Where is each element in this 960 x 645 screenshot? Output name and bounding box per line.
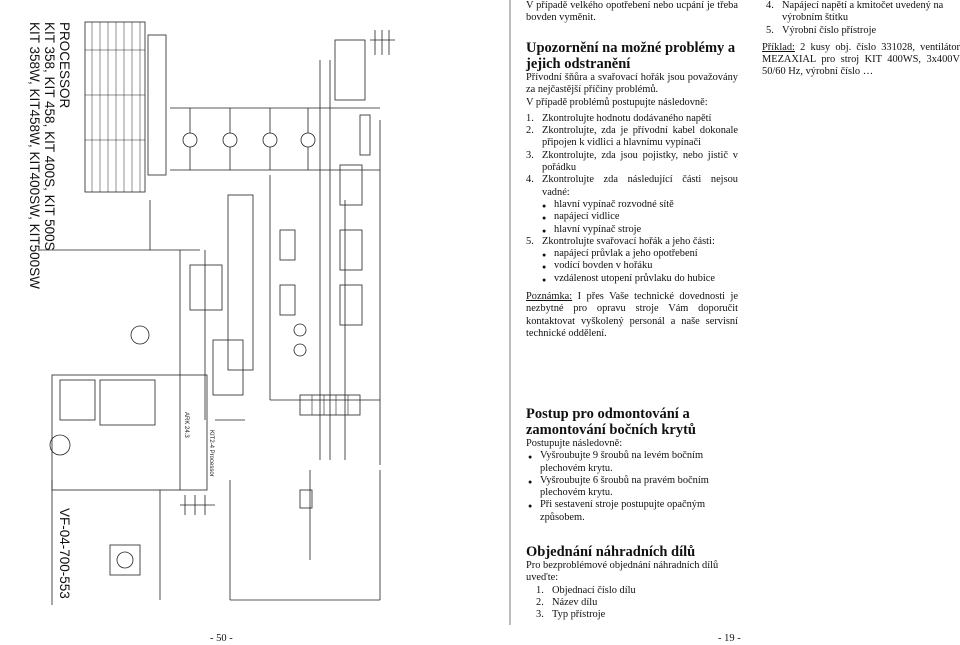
list-item: 3. Typ přístroje bbox=[536, 609, 606, 621]
list-item: 5. Zkontrolujte svařovací hořák a jeho části: bbox=[526, 235, 715, 247]
list-item: ● vzdálenost utopení průvlaku do hubice bbox=[526, 273, 738, 285]
problems-heading: Upozornění na možné problémy a jejich odstranění bbox=[526, 40, 736, 72]
title-line: KIT 358W, KIT458W, KIT400SW, KIT500SW bbox=[27, 22, 42, 289]
list-item: 2. Název dílu bbox=[536, 596, 598, 608]
problems-intro-2: V případě problémů postupujte následovně: bbox=[526, 96, 708, 108]
page-number-left: - 50 - bbox=[210, 633, 233, 644]
parts-heading: Objednání náhradních dílů bbox=[526, 544, 696, 560]
list-item: 4. Napájecí napětí a kmitočet uvedený na výrobním štítku bbox=[766, 0, 944, 24]
list-item: 3. Zkontrolujte, zda jsou pojistky, nebo jistič v pořádku bbox=[526, 149, 738, 174]
list-item: 2. Zkontrolujte, zda je přívodní kabel dokonale připojen k vidlici a hlavnímu vypínači bbox=[526, 125, 738, 149]
note-paragraph: Poznámka: I přes Vaše technické dovednosti je nezbytné pro opravu stroje Vám doporučit kontaktovat vyškolený personál a naše servisní technické oddělení. bbox=[526, 291, 738, 339]
list-item: ● Vyšroubujte 9 šroubů na levém bočním plechovém krytu. bbox=[526, 450, 738, 475]
parts-section bbox=[526, 544, 738, 621]
list-item: 1. Objednací číslo dílu bbox=[536, 584, 636, 596]
problems-intro: Přívodní šňůra a svařovací hořák jsou považovány za nejčastější příčiny problémů. bbox=[526, 72, 738, 96]
parts-intro: Pro bezproblémové objednání náhradních dílů uveďte: bbox=[526, 560, 719, 584]
list-item: ● Vyšroubujte 6 šroubů na pravém bočním plechovém krytu. bbox=[526, 475, 738, 500]
list-item: ● napájecí průvlak a jeho opotřebení bbox=[526, 248, 738, 260]
component-label: ARK 24.3 bbox=[183, 412, 189, 438]
document-code: VF-04-700-553 bbox=[57, 508, 72, 599]
example-label: Příklad: bbox=[762, 41, 795, 53]
note-label: Poznámka: bbox=[526, 291, 573, 303]
title-line: PROCESSOR bbox=[57, 22, 72, 109]
list-item: ● napájecí vidlice bbox=[526, 211, 738, 223]
example-paragraph: Příklad: 2 kusy obj. číslo 331028, ventilátor MEZAXIAL pro stroj KIT 400WS, 3x400V 50/60 Hz, výrobní číslo … bbox=[762, 41, 960, 78]
list-item: ● hlavní vypínač rozvodné sítě bbox=[526, 199, 738, 211]
title-line: KIT 358, KIT 458, KIT 400S, KIT 500S bbox=[42, 22, 57, 251]
covers-section bbox=[526, 406, 738, 524]
list-item: 1. Zkontrolujte hodnotu dodávaného napětí bbox=[526, 112, 712, 124]
list-item: 5. Výrobní číslo přístroje bbox=[766, 24, 877, 36]
list-item: 4. Zkontrolujte zda následující části nejsou vadné: bbox=[526, 174, 738, 198]
list-item: ● vodící bovden v hořáku bbox=[526, 260, 738, 272]
schematic-title bbox=[27, 22, 72, 289]
list-item: ● hlavní vypínač stroje bbox=[526, 224, 738, 236]
list-item: ● Při sestavení stroje postupujte opačným způsobem. bbox=[526, 499, 738, 524]
covers-heading: Postup pro odmontování a zamontování bočních krytů bbox=[526, 406, 696, 438]
problems-section bbox=[526, 40, 738, 340]
page-number-right: - 19 - bbox=[718, 633, 741, 644]
intro-paragraph: V případě velkého opotřebení nebo ucpání je třeba bovden vyměnit. bbox=[526, 0, 738, 24]
right-column bbox=[762, 0, 960, 79]
board-label: KIT2-4 Processor bbox=[208, 430, 214, 477]
covers-intro: Postupujte následovně: bbox=[526, 438, 623, 449]
